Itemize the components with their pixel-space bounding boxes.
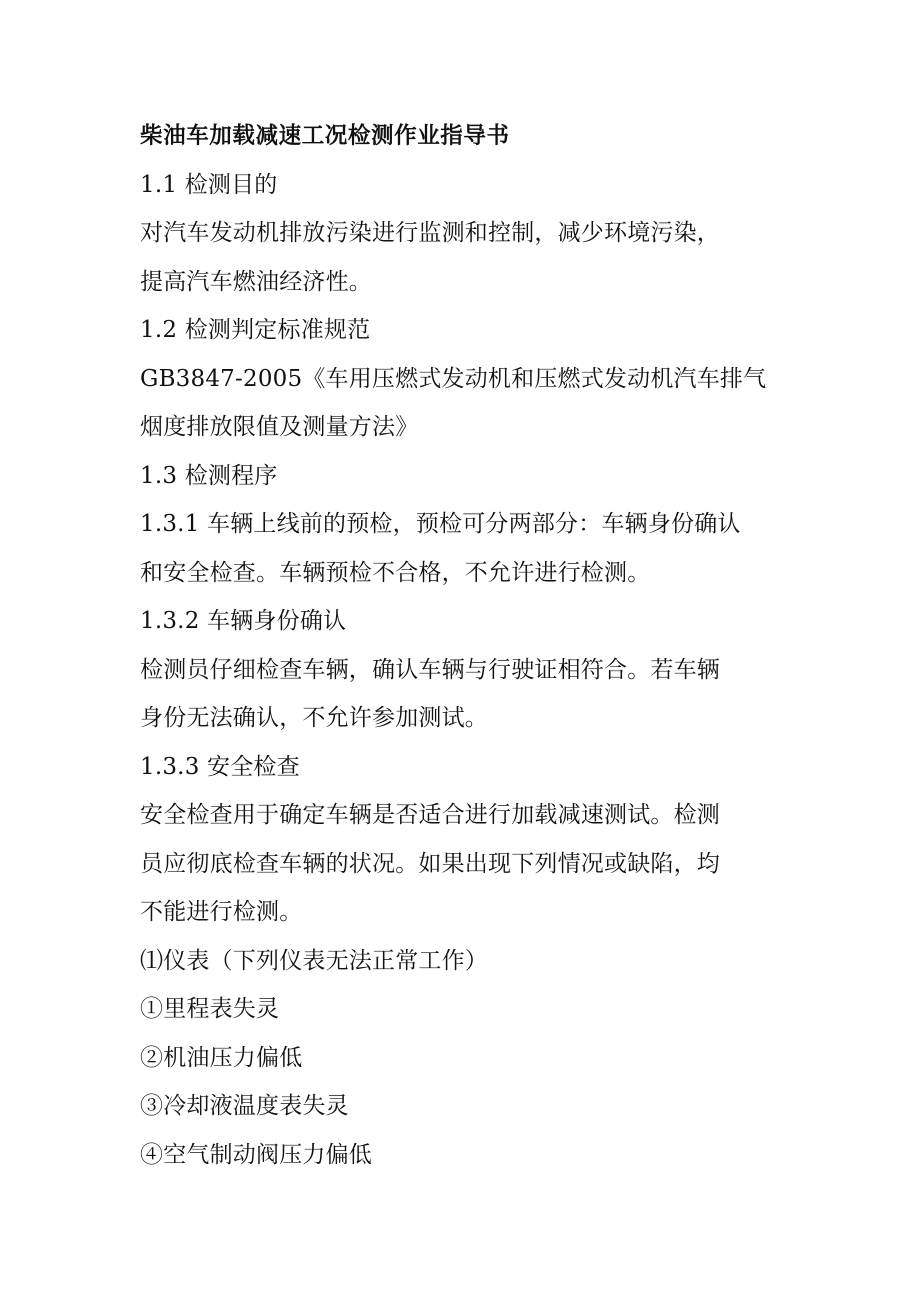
section-heading-1-3: 1.3 检测程序	[140, 462, 278, 489]
paragraph-line: 检测员仔细检查车辆，确认车辆与行驶证相符合。若车辆	[140, 656, 720, 683]
paragraph-line: 和安全检查。车辆预检不合格，不允许进行检测。	[140, 559, 651, 586]
document-title: 柴油车加载减速工况检测作业指导书	[140, 123, 510, 149]
paragraph-line: 身份无法确认，不允许参加测试。	[140, 705, 488, 731]
section-heading-1-2: 1.2 检测判定标准规范	[140, 317, 371, 343]
section-heading-1-3-2: 1.3.2 车辆身份确认	[140, 608, 347, 634]
section-heading-1-3-3: 1.3.3 安全检查	[140, 753, 300, 780]
list-heading: ⑴仪表（下列仪表无法正常工作）	[140, 947, 488, 974]
list-item: ③冷却液温度表失灵	[140, 1093, 349, 1119]
list-item: ②机油压力偏低	[140, 1044, 303, 1071]
paragraph-line: 对汽车发动机排放污染进行监测和控制，减少环境污染，	[140, 220, 720, 246]
paragraph-line: GB3847-2005《车用压燃式发动机和压燃式发动机汽车排气	[140, 365, 767, 392]
paragraph-line: 不能进行检测。	[140, 899, 303, 925]
list-item: ①里程表失灵	[140, 996, 280, 1022]
paragraph-line: 安全检查用于确定车辆是否适合进行加载减速测试。检测	[140, 802, 720, 828]
paragraph-line: 1.3.1 车辆上线前的预检，预检可分两部分：车辆身份确认	[140, 511, 741, 537]
section-heading-1-1: 1.1 检测目的	[140, 171, 278, 198]
list-item: ④空气制动阀压力偏低	[140, 1141, 372, 1168]
paragraph-line: 烟度排放限值及测量方法》	[140, 414, 419, 440]
paragraph-line: 提高汽车燃油经济性。	[140, 268, 372, 295]
document-page	[140, 112, 800, 1179]
paragraph-line: 员应彻底检查车辆的状况。如果出现下列情况或缺陷，均	[140, 850, 720, 877]
